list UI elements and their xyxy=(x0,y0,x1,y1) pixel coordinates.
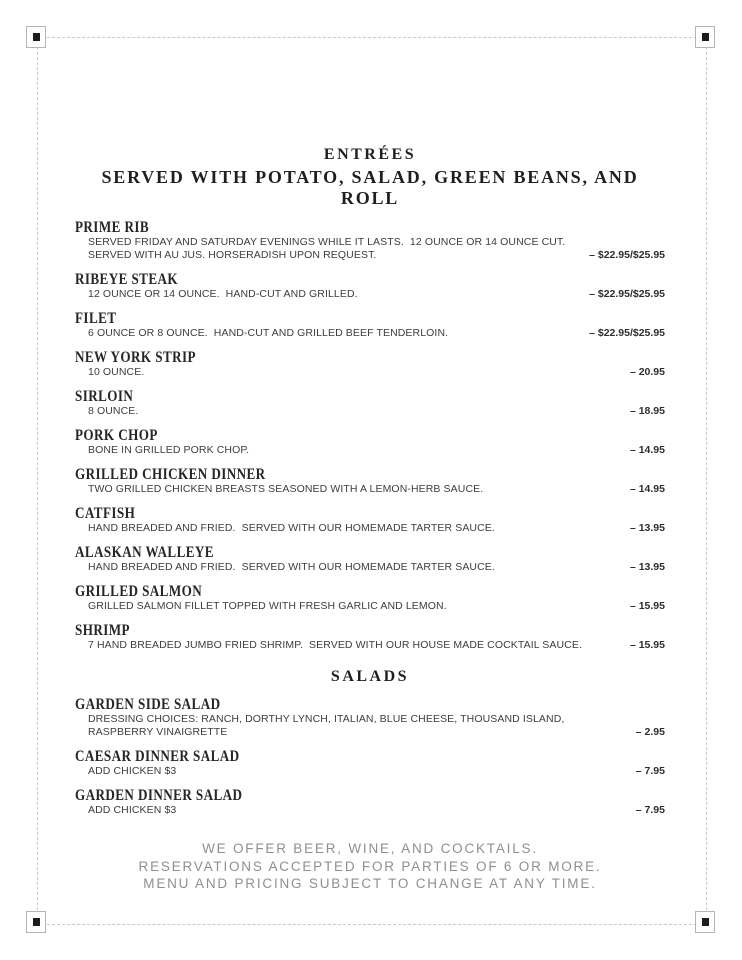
item-description: HAND BREADED AND FRIED. SERVED WITH OUR HOMEMADE TARTER SAUCE. xyxy=(88,561,495,573)
menu-item xyxy=(75,748,665,778)
menu-item xyxy=(75,271,665,301)
item-description: HAND BREADED AND FRIED. SERVED WITH OUR HOMEMADE TARTER SAUCE. xyxy=(88,522,495,534)
item-description: DRESSING CHOICES: RANCH, DORTHY LYNCH, ITALIAN, BLUE CHEESE, THOUSAND ISLAND, RASPBERRY VINAIGRETTE xyxy=(88,713,568,738)
footer-line-beer: WE OFFER BEER, WINE, AND COCKTAILS. xyxy=(202,841,538,856)
item-row xyxy=(75,561,665,574)
menu-item xyxy=(75,583,665,613)
item-description: SERVED FRIDAY AND SATURDAY EVENINGS WHILE IT LASTS. 12 OUNCE OR 14 OUNCE CUT. SERVED WITH AU JUS. HORSERADISH UPON REQUEST. xyxy=(88,236,572,261)
item-row xyxy=(75,765,665,778)
item-name: SHRIMP xyxy=(75,622,130,639)
menu-item xyxy=(75,696,665,739)
menu-item xyxy=(75,622,665,652)
menu-item xyxy=(75,787,665,817)
menu-content xyxy=(75,146,665,893)
item-description: GRILLED SALMON FILLET TOPPED WITH FRESH GARLIC AND LEMON. xyxy=(88,600,447,612)
item-name: CAESAR DINNER SALAD xyxy=(75,748,240,765)
item-price: – 13.95 xyxy=(629,561,665,573)
item-price: – $22.95/$25.95 xyxy=(589,327,665,339)
item-price: – 14.95 xyxy=(629,444,665,456)
section-items xyxy=(75,696,665,817)
menu-item xyxy=(75,388,665,418)
item-row xyxy=(75,236,665,262)
item-name: NEW YORK STRIP xyxy=(75,349,196,366)
item-row xyxy=(75,600,665,613)
item-row xyxy=(75,405,665,418)
item-row xyxy=(75,366,665,379)
footer-line-reservations: RESERVATIONS ACCEPTED FOR PARTIES OF 6 OR MORE. xyxy=(138,858,602,874)
item-price: – 18.95 xyxy=(629,405,665,417)
item-name: GARDEN DINNER SALAD xyxy=(75,787,243,804)
item-description: BONE IN GRILLED PORK CHOP. xyxy=(88,444,250,456)
item-price: – 7.95 xyxy=(635,804,665,816)
corner-mark-top-left xyxy=(26,26,46,48)
menu-section xyxy=(75,146,665,652)
item-name: GARDEN SIDE SALAD xyxy=(75,696,221,713)
item-description: 7 HAND BREADED JUMBO FRIED SHRIMP. SERVED WITH OUR HOUSE MADE COCKTAIL SAUCE. xyxy=(88,639,582,651)
section-title: SALADS xyxy=(330,668,410,685)
section-items xyxy=(75,219,665,652)
item-description: 6 OUNCE OR 8 OUNCE. HAND-CUT AND GRILLED BEEF TENDERLOIN. xyxy=(88,327,449,339)
corner-mark-bottom-left xyxy=(26,911,46,933)
item-description: 8 OUNCE. xyxy=(88,405,139,417)
section-subtitle: SERVED WITH POTATO, SALAD, GREEN BEANS, AND ROLL xyxy=(101,167,639,208)
item-row xyxy=(75,483,665,496)
item-price: – 15.95 xyxy=(629,639,665,651)
menu-item xyxy=(75,466,665,496)
menu-item xyxy=(75,427,665,457)
menu-section xyxy=(75,668,665,817)
corner-square-icon xyxy=(702,918,709,926)
menu-item xyxy=(75,219,665,262)
corner-mark-top-right xyxy=(695,26,715,48)
item-price: – 14.95 xyxy=(629,483,665,495)
item-row xyxy=(75,327,665,340)
corner-square-icon xyxy=(33,33,40,41)
item-row xyxy=(75,444,665,457)
item-price: – $22.95/$25.95 xyxy=(589,288,665,300)
item-price: – 7.95 xyxy=(635,765,665,777)
item-row xyxy=(75,713,665,739)
item-description: ADD CHICKEN $3 xyxy=(88,804,177,816)
item-row xyxy=(75,804,665,817)
menu-sections xyxy=(75,146,665,817)
corner-square-icon xyxy=(702,33,709,41)
menu-item xyxy=(75,349,665,379)
item-price: – 15.95 xyxy=(629,600,665,612)
footer-line-pricing: MENU AND PRICING SUBJECT TO CHANGE AT ANY TIME. xyxy=(143,876,597,891)
item-description: 12 OUNCE OR 14 OUNCE. HAND-CUT AND GRILLED. xyxy=(88,288,358,300)
item-name: SIRLOIN xyxy=(75,388,134,405)
item-price: – 13.95 xyxy=(629,522,665,534)
section-title: ENTRÉES xyxy=(323,146,417,163)
item-description: ADD CHICKEN $3 xyxy=(88,765,177,777)
item-name: GRILLED CHICKEN DINNER xyxy=(75,466,266,483)
footer-notes xyxy=(75,840,665,893)
item-price: – 20.95 xyxy=(629,366,665,378)
item-name: GRILLED SALMON xyxy=(75,583,203,600)
menu-item xyxy=(75,544,665,574)
corner-mark-bottom-right xyxy=(695,911,715,933)
item-description: TWO GRILLED CHICKEN BREASTS SEASONED WITH A LEMON-HERB SAUCE. xyxy=(88,483,484,495)
item-price: – $22.95/$25.95 xyxy=(589,249,665,261)
item-row xyxy=(75,639,665,652)
item-name: RIBEYE STEAK xyxy=(75,271,178,288)
menu-item xyxy=(75,505,665,535)
menu-item xyxy=(75,310,665,340)
item-description: 10 OUNCE. xyxy=(88,366,145,378)
item-row xyxy=(75,288,665,301)
item-name: ALASKAN WALLEYE xyxy=(75,544,214,561)
item-name: PORK CHOP xyxy=(75,427,158,444)
corner-square-icon xyxy=(33,918,40,926)
item-price: – 2.95 xyxy=(635,726,665,738)
item-name: CATFISH xyxy=(75,505,136,522)
item-row xyxy=(75,522,665,535)
item-name: FILET xyxy=(75,310,117,327)
item-name: PRIME RIB xyxy=(75,219,150,236)
